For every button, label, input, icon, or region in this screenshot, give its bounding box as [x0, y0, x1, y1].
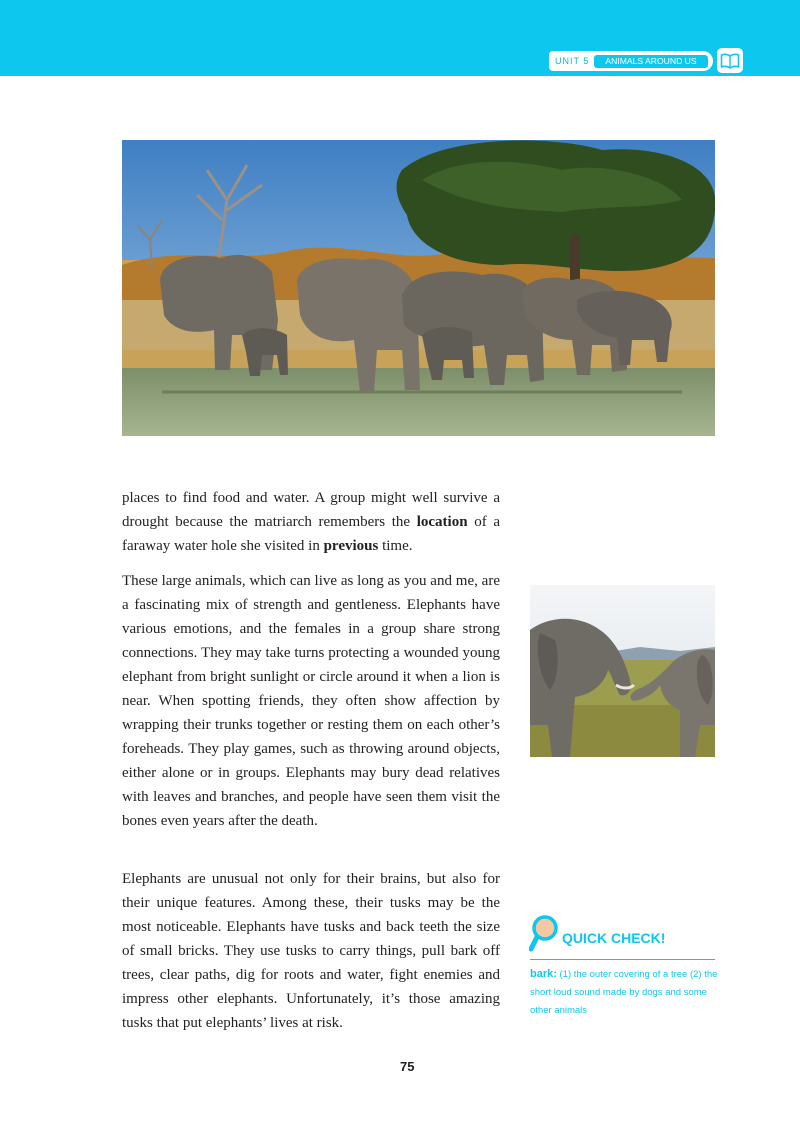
- elephants-trunks-photo: [530, 585, 715, 757]
- unit-label: UNIT 5: [555, 56, 590, 66]
- quick-check-definition: bark: (1) the outer covering of a tree (2) the short loud sound made by dogs and some other animals: [530, 968, 718, 1016]
- elephant-herd-photo: [122, 140, 715, 436]
- magnifier-icon: [529, 913, 559, 958]
- paragraph-1: places to find food and water. A group might well survive a drought because the matriarch remembers the location of a faraway water hole she visited in previous time.: [122, 490, 500, 554]
- book-icon: [717, 48, 743, 73]
- quick-check-divider: [530, 959, 715, 960]
- quick-check-term: bark:: [530, 968, 557, 980]
- keyword-previous: previous: [323, 538, 379, 554]
- paragraph-2: These large animals, which can live as long as you and me, are a fascinating mix of strength and gentleness. Elephants have various emotions, and the females in a group share strong connections. They may take turns protecting a wounded young elephant from bright sunlight or circle around it when a lion is near. When spotting friends, they often show affection by wrapping their trunks together or resting them on each other’s foreheads. They play games, such as throwing around objects, either alone or in groups. Elephants may bury dead relatives with leaves and branches, and people have seen them visit the bones even years after the death.: [122, 573, 500, 829]
- keyword-location: location: [416, 514, 468, 530]
- paragraph-3: Elephants are unusual not only for their brains, but also for their unique features. Among these, their tusks may be the most noticeable. Elephants have tusks and back teeth the size of small bricks. They use tusks to carry things, pull bark off trees, clear paths, dig for roots and water, fight enemies and impress other elephants. Unfortunately, it’s those amazing tusks that put elephants’ lives at risk.: [122, 871, 500, 1031]
- quick-check-title: QUICK CHECK!: [562, 930, 666, 946]
- page-number: 75: [400, 1059, 415, 1074]
- unit-title: ANIMALS AROUND US: [594, 55, 708, 68]
